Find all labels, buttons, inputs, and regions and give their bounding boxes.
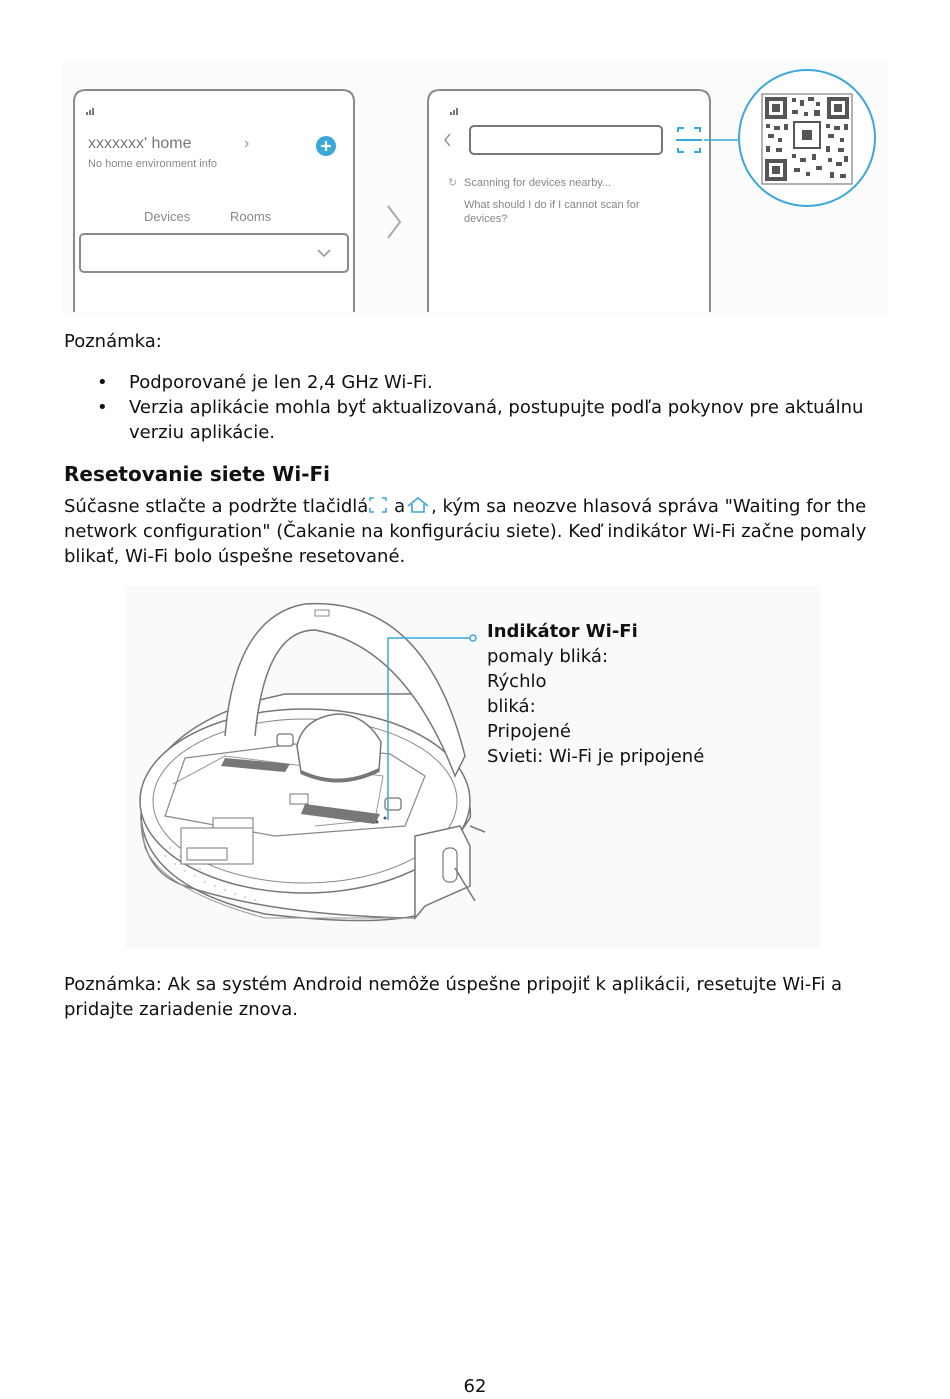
callout-line-1: pomaly bliká: [487,646,609,667]
list-item: • Podporované je len 2,4 GHz Wi-Fi. [64,370,904,395]
note1-label: Poznámka: [64,331,162,352]
callout-dot [470,635,476,641]
note1-list [64,370,904,445]
android-note-line-2: pridajte zariadenie znova. [64,999,299,1020]
svg-text:↻: ↻ [448,177,458,189]
callout-line-4: Pripojené [487,721,571,742]
section-heading: Resetovanie siete Wi-Fi [64,462,331,486]
phone2-help-text-1: What should I do if I cannot scan for [464,199,640,211]
app-setup-illustration [62,62,888,314]
paragraph-line-3: blikať, Wi-Fi bolo úspešne resetované. [64,546,406,567]
phone1-home-title: xxxxxxx' home [88,135,192,152]
reset-instructions [64,494,904,569]
robot-vacuum-illustration [125,586,820,948]
wifi-indicator-callout [487,619,704,769]
callout-line-5: Svieti: Wi-Fi je pripojené [487,746,705,767]
android-note-line-1: Poznámka: Ak sa systém Android nemôže úspešne pripojiť k aplikácii, resetujte Wi-Fi a [64,974,843,995]
robot-figure [125,586,820,948]
page-number: 62 [463,1376,487,1397]
phone2-scanning-text: Scanning for devices nearby... [464,177,612,189]
callout-title: Indikátor Wi-Fi [487,621,638,642]
phone1-home-subtitle: No home environment info [88,158,218,170]
callout-line-2: Rýchlo [487,671,547,692]
home-icon [405,496,431,514]
callout-line-3: bliká: [487,696,536,717]
paragraph-line-2: network configuration" (Čakanie na konfiguráciu siete). Keď indikátor Wi-Fi začne pomaly [64,521,867,542]
phone1-tab-devices: Devices [144,209,191,224]
app-setup-figure [62,62,888,314]
spot-clean-icon [368,496,388,514]
phone2-help-text-2: devices? [464,213,508,225]
paragraph-line-1: Súčasne stlačte a podržte tlačidlá a , kým sa neozve hlasová správa "Waiting for the [64,496,867,517]
qr-code-icon [762,94,852,184]
svg-text:›: › [244,135,250,152]
list-item: • Verzia aplikácie mohla byť aktualizovaná, postupujte podľa pokynov pre aktuálnu verziu aplikácie. [64,395,904,445]
android-note [64,972,914,1022]
phone1-tab-rooms: Rooms [230,209,272,224]
